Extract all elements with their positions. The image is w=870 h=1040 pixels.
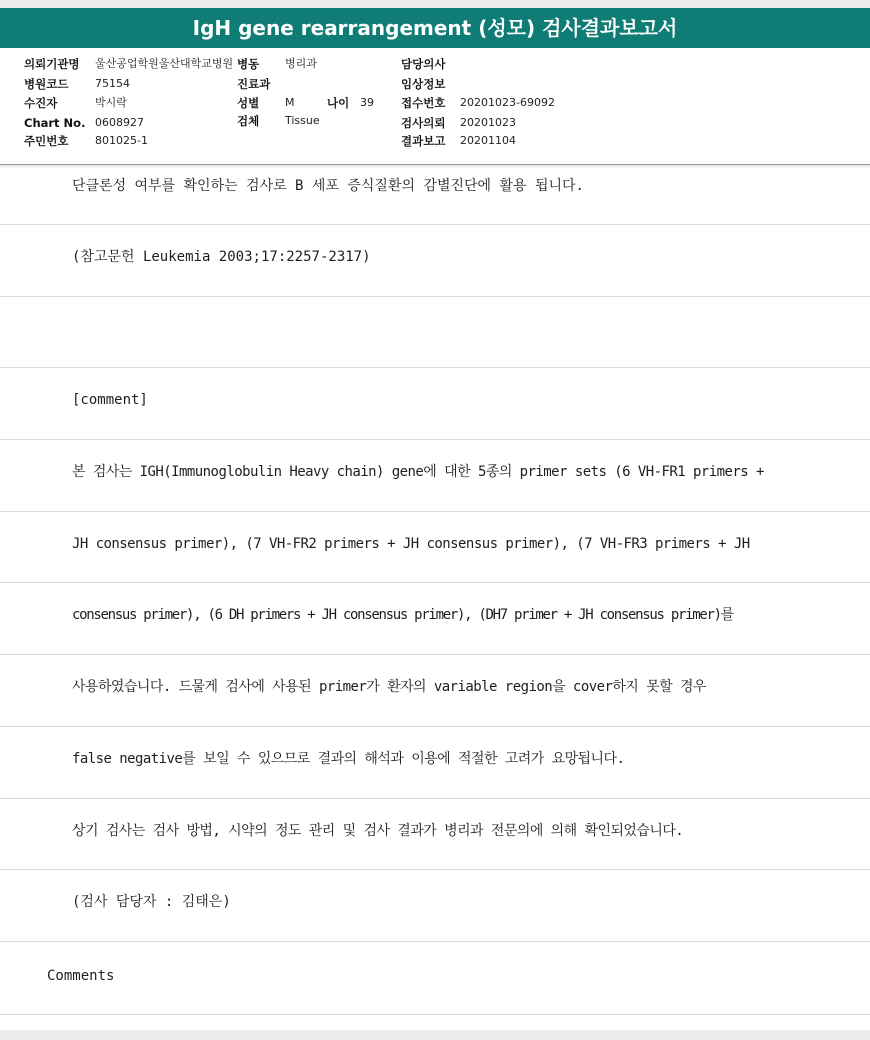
institution-value: 울산공업학원울산대학교병원 <box>95 57 234 70</box>
body-line: 사용하였습니다. 드물게 검사에 사용된 primer가 환자의 variable region을 cover하지 못할 경우 <box>72 679 706 696</box>
text-row <box>0 655 870 727</box>
body-line: (검사 담당자 : 김태은) <box>72 894 231 911</box>
specimen-value: Tissue <box>285 114 320 127</box>
report-date-label: 결과보고 <box>401 134 446 148</box>
report-title: IgH gene rearrangement (성모) 검사결과보고서 <box>0 8 870 48</box>
hospital-code-label: 병원코드 <box>24 77 69 91</box>
text-row <box>0 168 870 225</box>
report-header-info <box>0 48 870 164</box>
ward-value: 병리과 <box>285 57 317 70</box>
chart-no-label: Chart No. <box>24 116 86 130</box>
rrn-value: 801025-1 <box>95 134 148 147</box>
text-row <box>0 440 870 512</box>
text-row <box>0 368 870 440</box>
body-line: [comment] <box>72 392 148 409</box>
sex-value: M <box>285 96 295 109</box>
report-date-value: 20201104 <box>460 134 516 147</box>
text-row <box>0 799 870 871</box>
ward-label: 병동 <box>237 57 260 71</box>
comments-label: Comments <box>47 967 115 984</box>
body-line: false negative를 보일 수 있으므로 결과의 해석과 이용에 적절한 고려가 요망됩니다. <box>72 750 625 767</box>
body-line: consensus primer), (6 DH primers + JH consensus primer), (DH7 primer + JH consensus primer)를 <box>72 607 733 624</box>
rrn-label: 주민번호 <box>24 134 69 148</box>
report-body <box>0 168 870 1015</box>
hospital-code-value: 75154 <box>95 77 130 90</box>
age-label: 나이 <box>327 96 350 110</box>
doctor-label: 담당의사 <box>401 57 446 71</box>
body-line: JH consensus primer), (7 VH-FR2 primers + JH consensus primer), (7 VH-FR3 primers + JH <box>72 535 750 552</box>
text-row <box>0 870 870 942</box>
specimen-label: 검체 <box>237 114 260 128</box>
text-row <box>0 225 870 297</box>
text-row <box>0 297 870 369</box>
bottom-strip <box>0 1030 870 1040</box>
text-row <box>0 512 870 584</box>
text-row <box>0 727 870 799</box>
receipt-no-label: 접수번호 <box>401 96 446 110</box>
body-line: 단클론성 여부를 확인하는 검사로 B 세포 증식질환의 감별진단에 활용 됩니다. <box>72 178 584 194</box>
text-row <box>0 583 870 655</box>
patient-value: 박시락 <box>95 96 127 109</box>
patient-label: 수진자 <box>24 96 58 110</box>
comments-row <box>0 942 870 1015</box>
body-line: (참고문헌 Leukemia 2003;17:2257-2317) <box>72 249 371 265</box>
receipt-no-value: 20201023-69092 <box>460 96 555 109</box>
sex-label: 성별 <box>237 96 260 110</box>
clinical-info-label: 임상정보 <box>401 77 446 91</box>
request-date-value: 20201023 <box>460 116 516 129</box>
dept-label: 진료과 <box>237 77 271 91</box>
age-value: 39 <box>360 96 374 109</box>
request-date-label: 검사의뢰 <box>401 116 446 130</box>
body-line: 본 검사는 IGH(Immunoglobulin Heavy chain) gene에 대한 5종의 primer sets (6 VH-FR1 primers + <box>72 464 764 481</box>
body-line: 상기 검사는 검사 방법, 시약의 정도 관리 및 검사 결과가 병리과 전문의에 의해 확인되었습니다. <box>72 822 684 839</box>
top-strip <box>0 0 870 8</box>
institution-label: 의뢰기관명 <box>24 57 80 71</box>
chart-no-value: 0608927 <box>95 116 144 129</box>
